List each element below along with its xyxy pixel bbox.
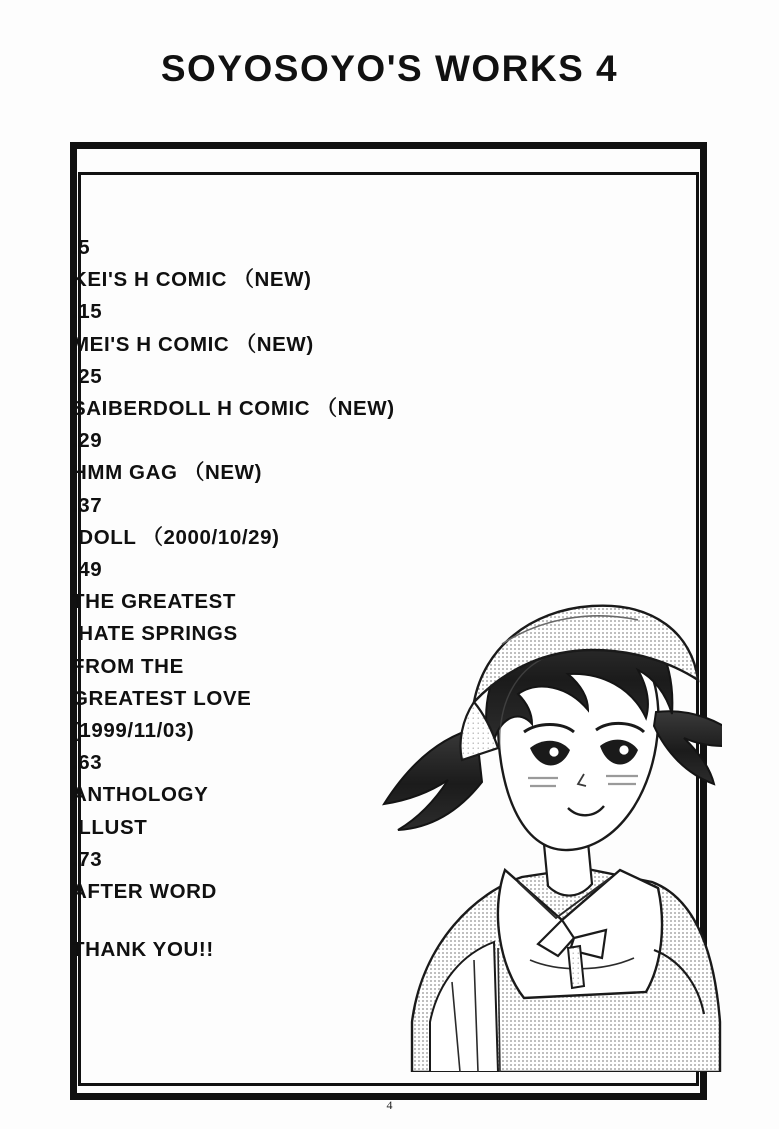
toc-entry: .DOLL （2000/10/29)	[72, 525, 280, 549]
toc-thank-you: THANK YOU!!	[72, 938, 214, 962]
toc-entry: HMM GAG （NEW)	[72, 461, 262, 485]
toc-entry: .49	[72, 558, 103, 582]
page-title: SOYOSOYO'S WORKS 4	[160, 48, 619, 89]
toc-entry: FROM THE	[72, 654, 184, 678]
toc-entry: .73	[72, 847, 103, 871]
toc-entry: ILLUST	[72, 815, 148, 839]
toc-entry: AFTER WORD	[72, 880, 217, 904]
toc-entry: .15	[72, 300, 103, 324]
table-of-contents	[72, 232, 492, 966]
toc-entry: KEI'S H COMIC （NEW)	[72, 268, 312, 292]
toc-entry: SAIBERDOLL H COMIC （NEW)	[72, 397, 395, 421]
toc-entry: HATE SPRINGS	[72, 622, 238, 646]
toc-entry: GREATEST LOVE	[72, 686, 252, 710]
page-number: 4	[386, 1098, 393, 1112]
toc-entry: .29	[72, 429, 103, 453]
toc-entry: .63	[72, 751, 103, 775]
toc-entry: ANTHOLOGY	[72, 783, 209, 807]
toc-entry: MEI'S H COMIC （NEW)	[72, 332, 314, 356]
toc-entry: .25	[72, 364, 103, 388]
toc-entry: THE GREATEST	[72, 590, 236, 614]
toc-entry: (1999/11/03)	[72, 719, 195, 743]
toc-entry: .5	[72, 236, 91, 259]
toc-entry: .37	[72, 493, 103, 517]
